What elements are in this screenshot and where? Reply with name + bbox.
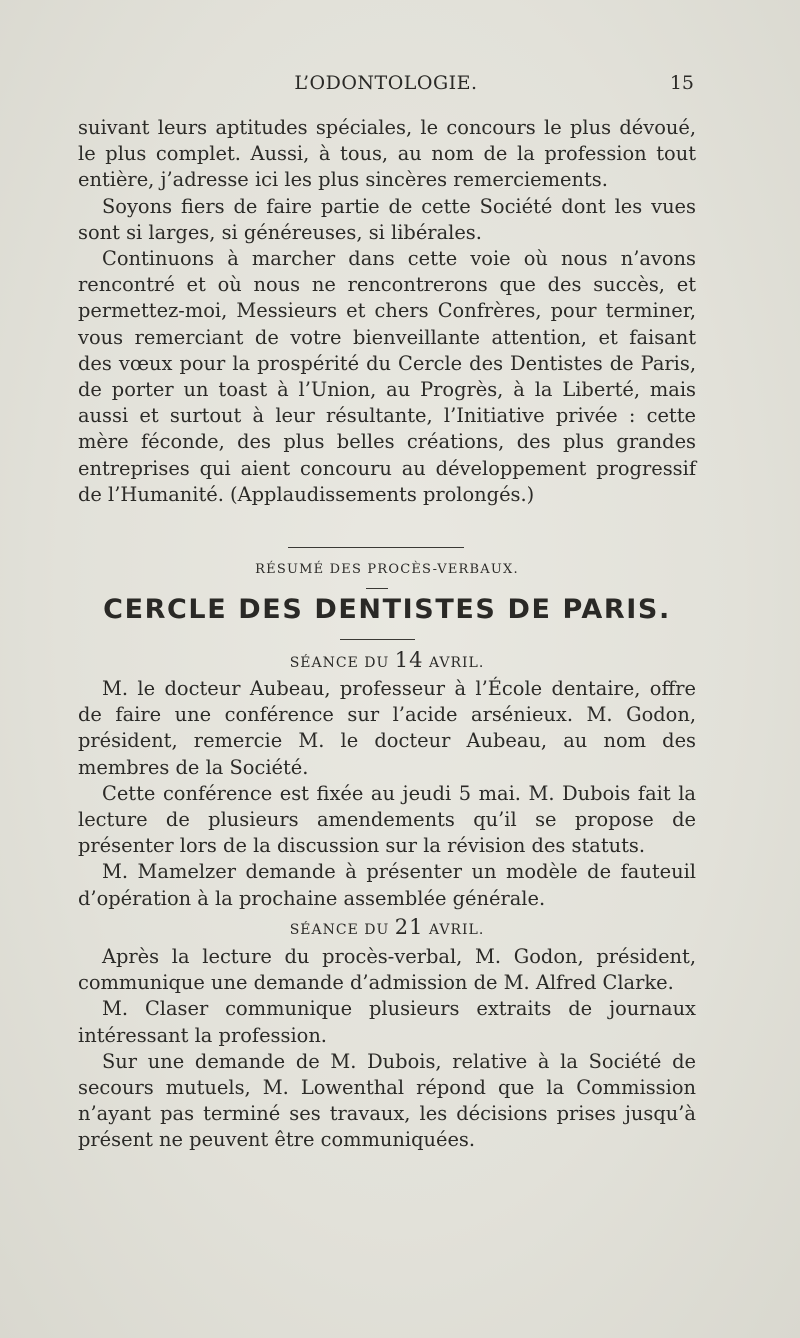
title-underline bbox=[340, 639, 415, 640]
seance-month: AVRIL. bbox=[428, 921, 485, 938]
section-divider bbox=[288, 547, 464, 548]
section-subtitle: RÉSUMÉ DES PROCÈS-VERBAUX. bbox=[255, 562, 519, 577]
page-number: 15 bbox=[669, 72, 694, 94]
paragraph: Sur une demande de M. Dubois, relative à la Société de secours mutuels, M. Lowenthal répond que la Commission n’ayant pas terminé ses travaux, les décisions prises jusqu’à présent ne peuvent être communiquées. bbox=[78, 1049, 696, 1152]
paragraph: M. Mamelzer demande à présenter un modèle de fauteuil d’opération à la prochaine assemblée générale. bbox=[78, 860, 696, 910]
running-head bbox=[78, 68, 694, 100]
seance-heading-2 bbox=[78, 914, 696, 943]
minutes-body bbox=[78, 676, 696, 1154]
short-divider bbox=[366, 588, 388, 589]
paragraph: Après la lecture du procès-verbal, M. Godon, président, communique une demande d’admission de M. Alfred Clarke. bbox=[78, 945, 696, 995]
seance-prefix: SÉANCE DU bbox=[289, 655, 390, 671]
seance-heading-1 bbox=[78, 648, 696, 672]
seance-day: 21 bbox=[394, 914, 424, 939]
paragraph: Continuons à marcher dans cette voie où nous n’avons rencontré et où nous ne rencontrerons que des succès, et permettez-moi, Messieurs et chers Confrères, pour terminer, vous remerciant de votre bienveillante attention, et faisant des vœux pour la prospérité du Cercle des Dentistes de Paris, de porter un toast à l’Union, au Progrès, à la Liberté, mais aussi et surtout à leur résultante, l’Initiative privée : cette mère féconde, des plus belles créations, des plus grandes entreprises qui aient concouru au développement progressif de l’Humanité. (Applaudissements prolongés.) bbox=[78, 247, 696, 506]
seance-day: 14 bbox=[394, 648, 424, 672]
paragraph: Soyons fiers de faire partie de cette Société dont les vues sont si larges, si généreuses, si libérales. bbox=[78, 194, 696, 244]
paragraph: M. Claser communique plusieurs extraits de journaux intéressant la profession. bbox=[78, 997, 696, 1047]
speech-conclusion bbox=[78, 115, 696, 508]
seance-month: AVRIL. bbox=[428, 655, 485, 671]
seance-prefix: SÉANCE DU bbox=[289, 921, 390, 938]
paragraph: suivant leurs aptitudes spéciales, le concours le plus dévoué, le plus complet. Aussi, à tous, au nom de la profession tout entière, j’adresse ici les plus sincères remerciements. bbox=[78, 116, 696, 192]
paragraph: Cette conférence est fixée au jeudi 5 mai. M. Dubois fait la lecture de plusieurs amendements qu’il se propose de présenter lors de la discussion sur la révision des statuts. bbox=[78, 781, 696, 858]
paragraph: M. le docteur Aubeau, professeur à l’École dentaire, offre de faire une conférence sur l’acide arsénieux. M. Godon, président, remercie M. le docteur Aubeau, au nom des membres de la Société. bbox=[78, 677, 696, 779]
running-title: L’ODONTOLOGIE. bbox=[294, 72, 478, 94]
section-title: CERCLE DES DENTISTES DE PARIS. bbox=[103, 594, 671, 625]
